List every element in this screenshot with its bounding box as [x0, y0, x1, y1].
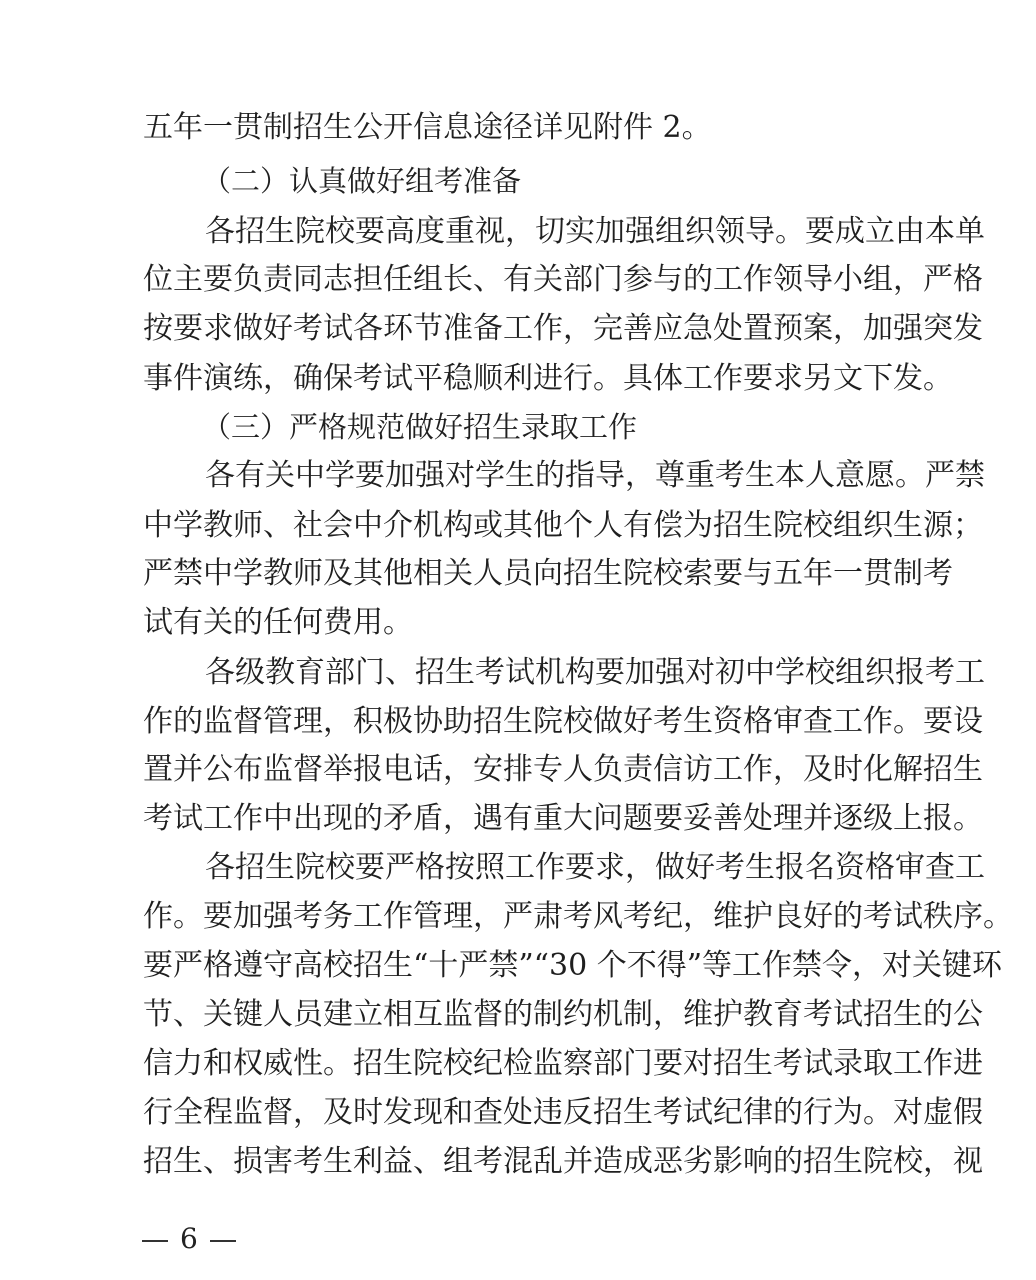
paragraph-line: 各有关中学要加强对学生的指导，尊重考生本人意愿。严禁	[205, 458, 985, 493]
paragraph-line: 招生、损害考生利益、组考混乱并造成恶劣影响的招生院校，视	[143, 1144, 983, 1179]
footer-dash-right	[210, 1240, 236, 1242]
paragraph-line: 各招生院校要高度重视，切实加强组织领导。要成立由本单	[205, 214, 985, 249]
page-footer	[142, 1222, 236, 1256]
paragraph-line: 严禁中学教师及其他相关人员向招生院校索要与五年一贯制考	[143, 556, 953, 591]
footer-dash-left	[142, 1240, 168, 1242]
paragraph-line: 置并公布监督举报电话，安排专人负责信访工作，及时化解招生	[143, 752, 983, 787]
paragraph-line: 考试工作中出现的矛盾，遇有重大问题要妥善处理并逐级上报。	[143, 801, 983, 836]
paragraph-line: 试有关的任何费用。	[143, 605, 413, 640]
paragraph-line: 作的监督管理，积极协助招生院校做好考生资格审查工作。要设	[143, 704, 983, 739]
section-heading-3: （三）严格规范做好招生录取工作	[202, 410, 638, 444]
text-line-1: 五年一贯制招生公开信息途径详见附件 2。	[143, 110, 712, 145]
section-heading-2: （二）认真做好组考准备	[202, 164, 522, 198]
paragraph-line: 作。要加强考务工作管理，严肃考风考纪，维护良好的考试秩序。	[143, 899, 1013, 934]
paragraph-line: 事件演练，确保考试平稳顺利进行。具体工作要求另文下发。	[143, 361, 953, 396]
page-number: 6	[180, 1222, 198, 1255]
paragraph-line: 信力和权威性。招生院校纪检监察部门要对招生考试录取工作进	[143, 1046, 983, 1081]
paragraph-line: 各级教育部门、招生考试机构要加强对初中学校组织报考工	[205, 655, 985, 690]
paragraph-line: 要严格遵守高校招生“十严禁”“30 个不得”等工作禁令，对关键环	[143, 948, 1003, 983]
paragraph-line: 各招生院校要严格按照工作要求，做好考生报名资格审查工	[205, 850, 985, 885]
paragraph-line: 中学教师、社会中介机构或其他个人有偿为招生院校组织生源；	[143, 508, 983, 543]
paragraph-line: 位主要负责同志担任组长、有关部门参与的工作领导小组，严格	[143, 262, 983, 297]
paragraph-line: 按要求做好考试各环节准备工作，完善应急处置预案，加强突发	[143, 311, 983, 346]
paragraph-line: 行全程监督，及时发现和查处违反招生考试纪律的行为。对虚假	[143, 1095, 983, 1130]
paragraph-line: 节、关键人员建立相互监督的制约机制，维护教育考试招生的公	[143, 997, 983, 1032]
